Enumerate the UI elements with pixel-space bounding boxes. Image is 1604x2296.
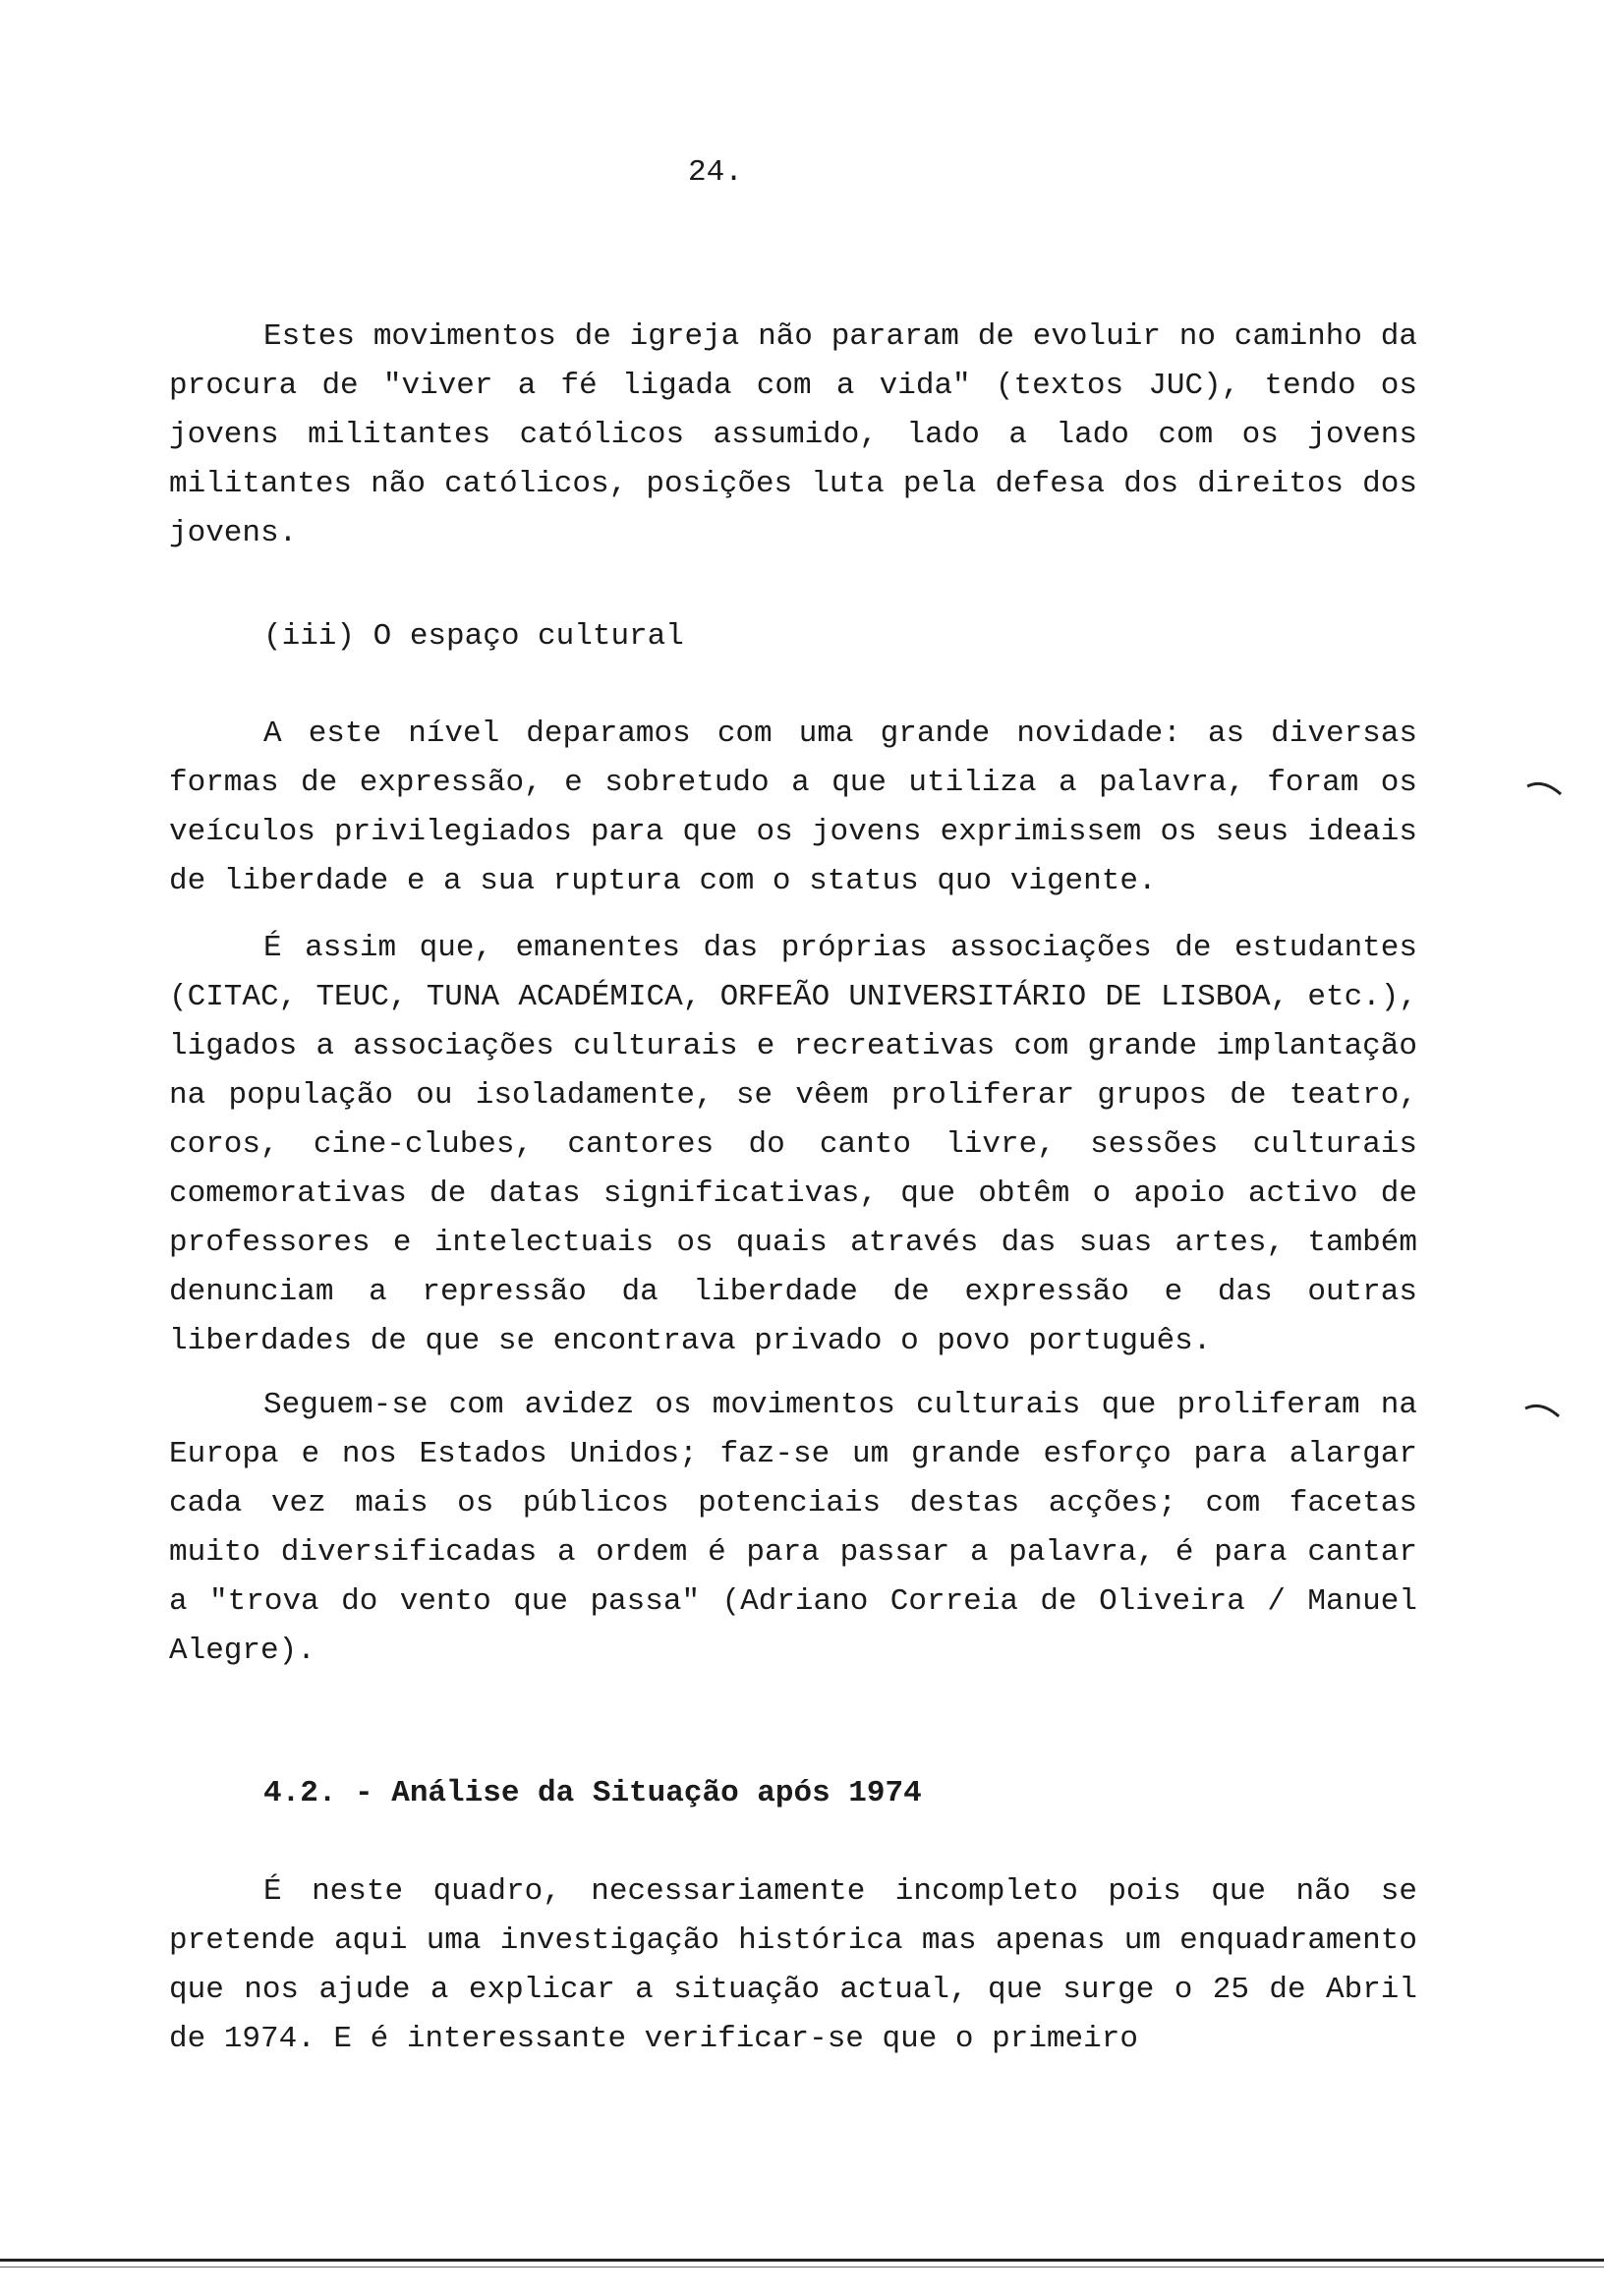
paragraph-student-associations: É assim que, emanentes das próprias associações de estudantes (CITAC, TEUC, TUNA ACADÉMICA, ORFEÃO UNIVERSITÁRIO DE LISBOA, etc.), ligados a associações culturais e recreativas com grande implantação na população ou isoladamente, se vêem proliferar grupos de teatro, coros, cine-clubes, cantores do canto livre, sessões culturais comemorativas de datas significativas, que obtêm o apoio activo de professores e intelectuais os quais através das suas artes, também denunciam a repressão da liberdade de expressão e das outras liberdades de que se encontrava privado o povo português.	[169, 931, 1417, 1358]
margin-mark	[1523, 1401, 1563, 1420]
paragraph-cultural-movements: Seguem-se com avidez os movimentos culturais que proliferam na Europa e nos Estados Unidos; faz-se um grande esforço para alargar cada vez mais os públicos potenciais destas acções; com facetas muito diversificadas a ordem é para passar a palavra, é para cantar a "trova do vento que passa" (Adriano Correia de Oliveira / Manuel Alegre).	[169, 1388, 1417, 1668]
paragraph-april-1974: É neste quadro, necessariamente incompleto pois que não se pretende aqui uma investigação histórica mas apenas um enquadramento que nos ajude a explicar a situação actual, que surge o 25 de Abril de 1974. E é interessante verificar-se que o primeiro	[169, 1874, 1417, 2056]
footer-rule	[0, 2259, 1604, 2262]
paragraph-church-movements: Estes movimentos de igreja não pararam de evoluir no caminho da procura de "viver a fé ligada com a vida" (textos JUC), tendo os jovens militantes católicos assumido, lado a lado com os jovens militantes não católicos, posições luta pela defesa dos direitos dos jovens.	[169, 319, 1417, 550]
section-heading-after-1974: 4.2. - Análise da Situação após 1974	[263, 1776, 922, 1810]
page-number: 24.	[688, 155, 743, 190]
paragraph-expression-forms: A este nível deparamos com uma grande novidade: as diversas formas de expressão, e sobretudo a que utiliza a palavra, foram os veículos privilegiados para que os jovens exprimissem os seus ideais de liberdade e a sua ruptura com o status quo vigente.	[169, 717, 1417, 898]
margin-mark	[1525, 778, 1565, 798]
section-heading-cultural-space: (iii) O espaço cultural	[263, 619, 684, 654]
